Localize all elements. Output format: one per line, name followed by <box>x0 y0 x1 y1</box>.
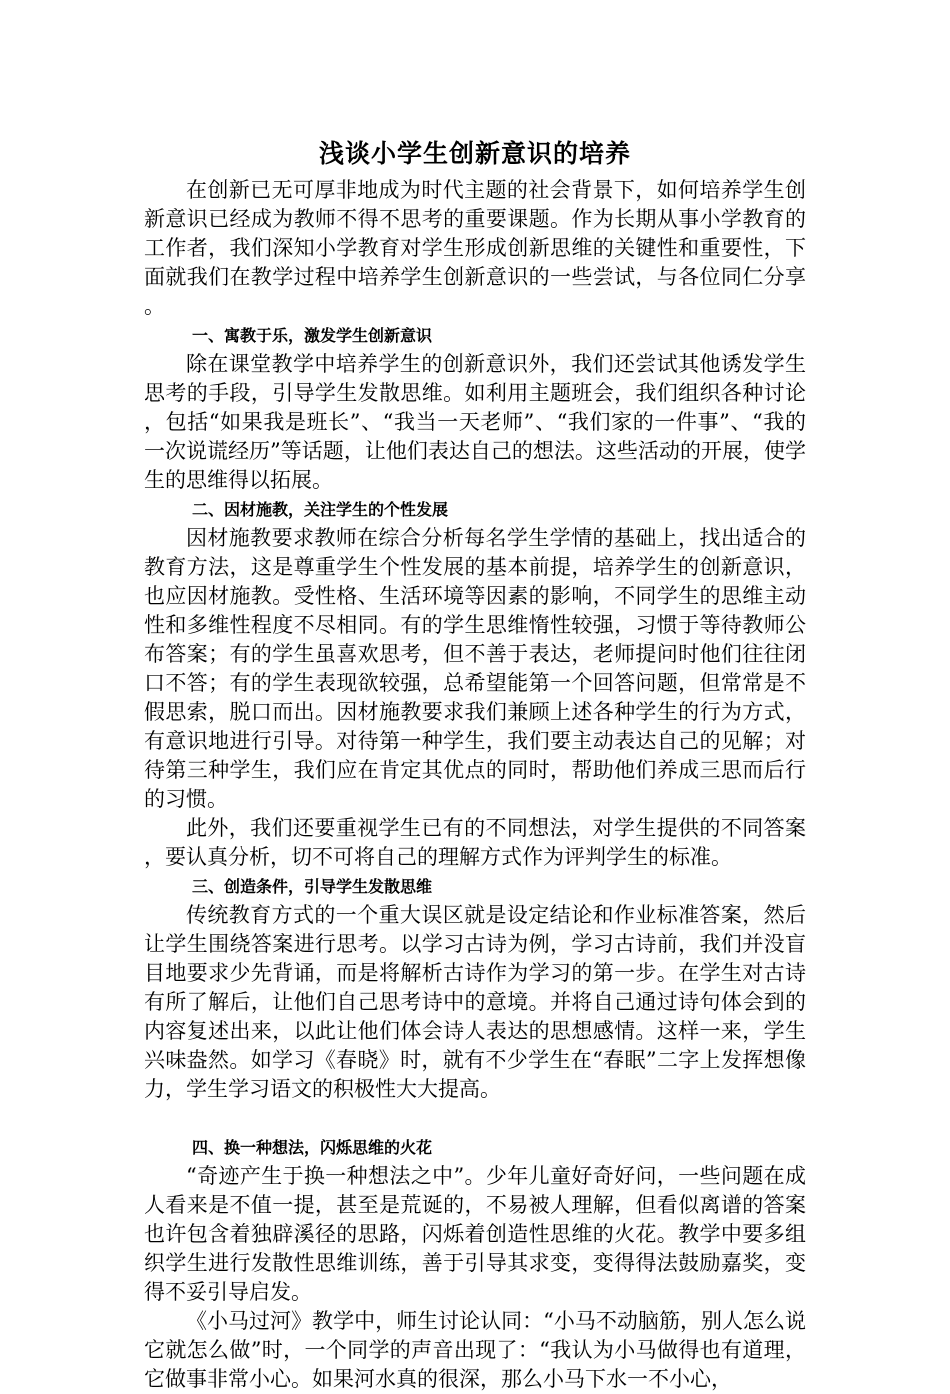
document-body <box>144 132 806 1394</box>
intro-paragraph: 在创新已无可厚非地成为时代主题的社会背景下，如何培养学生创新意识已经成为教师不得不思考的重要课题。作为长期从事小学教育的工作者，我们深知小学教育对学生形成创新思维的关键性和重要性，下面就我们在教学过程中培养学生创新意识的一些尝试，与各位同仁分享。 <box>144 178 806 318</box>
section-heading-3: 三、创造条件，引导学生发散思维 <box>192 877 433 896</box>
section-3-paragraph-1: 传统教育方式的一个重大误区就是设定结论和作业标准答案，然后让学生围绕答案进行思考。以学习古诗为例，学习古诗前，我们并没盲目地要求少先背诵，而是将解析古诗作为学习的第一步。在学生对古诗有所了解后，让他们自己思考诗中的意境。并将自己通过诗句体会到的内容复述出来，以此让他们体会诗人表达的思想感情。这样一来，学生兴味盎然。如学习《春晓》时，就有不少学生在“春眠”二字上发挥想像力，学生学习语文的积极性大大提高。 <box>144 903 806 1101</box>
section-4-paragraph-1: “奇迹产生于换一种想法之中”。少年儿童好奇好问，一些问题在成人看来是不值一提，甚至是荒诞的，不易被人理解，但看似离谱的答案也许包含着独辟溪径的思路，闪烁着创造性思维的火花。教学中要多组织学生进行发散性思维训练，善于引导其求变，变得得法鼓励嘉奖，变得不妥引导启发。 <box>144 1164 806 1304</box>
section-1-paragraph-1: 除在课堂教学中培养学生的创新意识外，我们还尝试其他诱发学生思考的手段，引导学生发散思维。如利用主题班会，我们组织各种讨论，包括“如果我是班长”、“我当一天老师”、“我们家的一件事”、“我的一次说谎经历”等话题，让他们表达自己的想法。这些活动的开展，使学生的思维得以拓展。 <box>144 352 806 492</box>
blank-line <box>144 1104 806 1133</box>
document-title: 浅谈小学生创新意识的培养 <box>318 139 631 168</box>
section-2-paragraph-2: 此外，我们还要重视学生已有的不同想法，对学生提供的不同答案，要认真分析，切不可将自己的理解方式作为评判学生的标准。 <box>144 816 806 869</box>
section-heading-2: 二、因材施教，关注学生的个性发展 <box>192 500 449 519</box>
section-4-paragraph-2: 《小马过河》教学中，师生讨论认同：“小马不动脑筋，别人怎么说它就怎么做”时，一个同学的声音出现了：“我认为小马做得也有道理，它做事非常小心。如果河水真的很深，那么小马下水一不小心， <box>144 1309 806 1391</box>
section-heading-4: 四、换一种想法，闪烁思维的火花 <box>192 1138 433 1157</box>
section-2-paragraph-1: 因材施教要求教师在综合分析每名学生学情的基础上，找出适合的教育方法，这是尊重学生个性发展的基本前提，培养学生的创新意识，也应因材施教。受性格、生活环境等因素的影响，不同学生的思维主动性和多维性程度不尽相同。有的学生思维惰性较强，习惯于等待教师公布答案；有的学生虽喜欢思考，但不善于表达，老师提问时他们往往闭口不答；有的学生表现欲较强，总希望能第一个回答问题，但常常是不假思索，脱口而出。因材施教要求我们兼顾上述各种学生的行为方式，有意识地进行引导。对待第一种学生，我们要主动表达自己的见解；对待第三种学生，我们应在肯定其优点的同时，帮助他们养成三思而后行的习惯。 <box>144 526 806 811</box>
section-heading-1: 一、寓教于乐，激发学生创新意识 <box>192 326 433 345</box>
